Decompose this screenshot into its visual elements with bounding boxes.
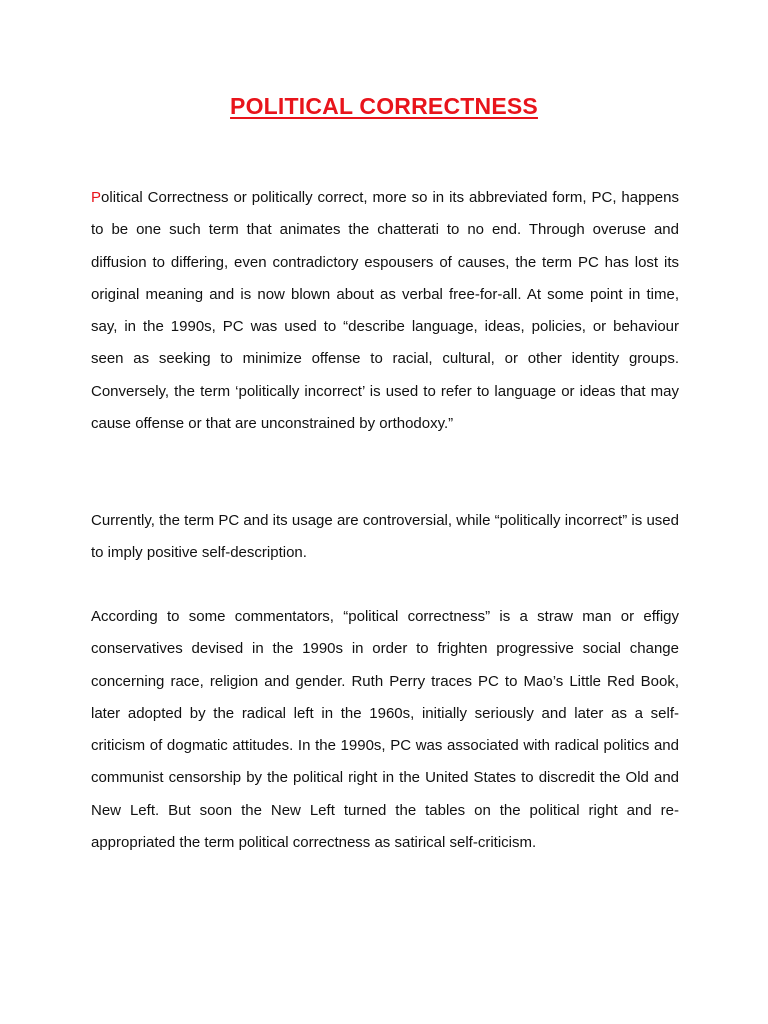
initial-letter: P: [91, 189, 102, 206]
paragraph-1: [91, 182, 679, 440]
document-title: POLITICAL CORRECTNESS: [230, 93, 538, 119]
paragraph-1-text: olitical Correctness or politically correct, more so in its abbreviated form, PC, happens to be one such term that animates the chatterati to no end. Through overuse and diffusion to differing, even contradictory espousers of causes, the term PC has lost its original meaning and is now blown about as verbal free-for-all. At some point in time, say, in the 1990s, PC was used to “describe language, ideas, policies, or behaviour seen as seeking to minimize offense to racial, cultural, or other identity groups. Conversely, the term ‘politically incorrect’ is used to refer to language or ideas that may cause offense or that are unconstrained by orthodoxy.”: [91, 189, 679, 433]
paragraph-3: According to some commentators, “political correctness” is a straw man or effigy conservatives devised in the 1990s in order to frighten progressive social change concerning race, religion and gender. Ruth Perry traces PC to Mao’s Little Red Book, later adopted by the radical left in the 1960s, initially seriously and later as a self-criticism of dogmatic attitudes. In the 1990s, PC was associated with radical politics and communist censorship by the political right in the United States to discredit the Old and New Left. But soon the New Left turned the tables on the political right and re-appropriated the term political correctness as satirical self-criticism.: [91, 608, 679, 852]
paragraph-2: Currently, the term PC and its usage are controversial, while “politically incorrect” is used to imply positive self-description.: [91, 512, 679, 562]
